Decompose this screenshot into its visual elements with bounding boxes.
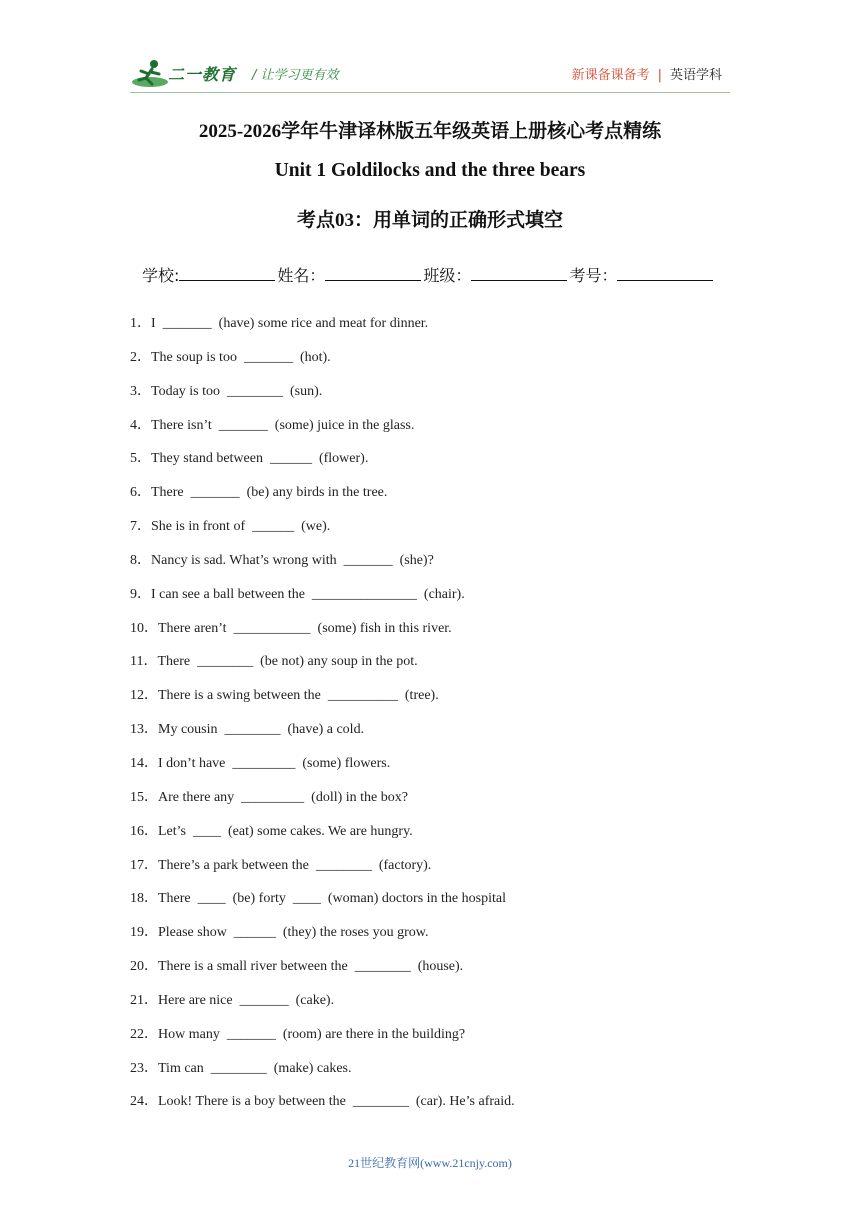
question-item: 11．There ________ (be not) any soup in the pot. <box>130 654 418 670</box>
question-item: 6．There _______ (be) any birds in the tree. <box>130 485 388 501</box>
slogan: / 让学习更有效 <box>252 68 339 83</box>
question-item: 13．My cousin ________ (have) a cold. <box>130 722 365 738</box>
question-item: 14．I don’t have _________ (some) flowers. <box>130 755 391 771</box>
student-info-line <box>142 263 715 286</box>
question-item: 8．Nancy is sad. What’s wrong with _______ (she)? <box>130 552 434 568</box>
exam-number-blank <box>617 266 713 281</box>
question-item: 23．Tim can ________ (make) cakes. <box>130 1060 352 1076</box>
page-header <box>130 56 730 92</box>
question-item: 20．There is a small river between the ________ (house). <box>130 959 464 975</box>
question-item: 15．Are there any _________ (doll) in the box? <box>130 789 408 805</box>
question-item: 24．Look! There is a boy between the ________ (car). He’s afraid. <box>130 1094 515 1110</box>
header-separator: | <box>657 68 662 83</box>
header-right <box>572 64 722 83</box>
question-item: 21．Here are nice _______ (cake). <box>130 992 335 1008</box>
question-item: 12．There is a swing between the __________ (tree). <box>130 688 439 704</box>
doc-title: 2025-2026学年牛津译林版五年级英语上册核心考点精练 <box>198 121 662 142</box>
name-label: 姓名： <box>277 266 326 285</box>
question-item: 9．I can see a ball between the _______________ (chair). <box>130 586 465 602</box>
section-title: 考点03：用单词的正确形式填空 <box>296 210 563 231</box>
question-item: 1．I _______ (have) some rice and meat for dinner. <box>130 316 429 331</box>
header-divider <box>130 92 730 93</box>
question-item: 17．There’s a park between the ________ (factory). <box>130 857 432 873</box>
name-blank <box>325 266 421 281</box>
question-item: 4．There isn’t _______ (some) juice in the glass. <box>130 417 415 433</box>
exam-number-label: 考号： <box>569 266 618 285</box>
logo-text: 二一教育 <box>168 65 237 84</box>
header-subject-label: 英语学科 <box>669 68 722 83</box>
question-item: 7．She is in front of ______ (we). <box>130 519 331 535</box>
class-label: 班级： <box>423 266 472 285</box>
school-label: 学校: <box>142 266 180 285</box>
class-blank <box>471 266 567 281</box>
question-item: 19．Please show ______ (they) the roses you grow. <box>130 925 429 941</box>
question-item: 3．Today is too ________ (sun). <box>130 383 323 399</box>
question-item: 5．They stand between ______ (flower). <box>130 451 369 467</box>
question-list <box>130 314 730 1126</box>
question-item: 2．The soup is too _______ (hot). <box>130 349 331 365</box>
question-item: 22．How many _______ (room) are there in the building? <box>130 1026 466 1042</box>
page-footer: 21世纪教育网(www.21cnjy.com) <box>348 1156 512 1170</box>
question-item: 10．There aren’t ___________ (some) fish in this river. <box>130 620 452 636</box>
school-blank <box>179 266 275 281</box>
unit-title: Unit 1 Goldilocks and the three bears <box>274 160 586 181</box>
header-course-label: 新课备课备考 <box>571 68 650 83</box>
question-item: 16．Let’s ____ (eat) some cakes. We are hungry. <box>130 823 413 839</box>
question-item: 18．There ____ (be) forty ____ (woman) doctors in the hospital <box>130 891 506 907</box>
